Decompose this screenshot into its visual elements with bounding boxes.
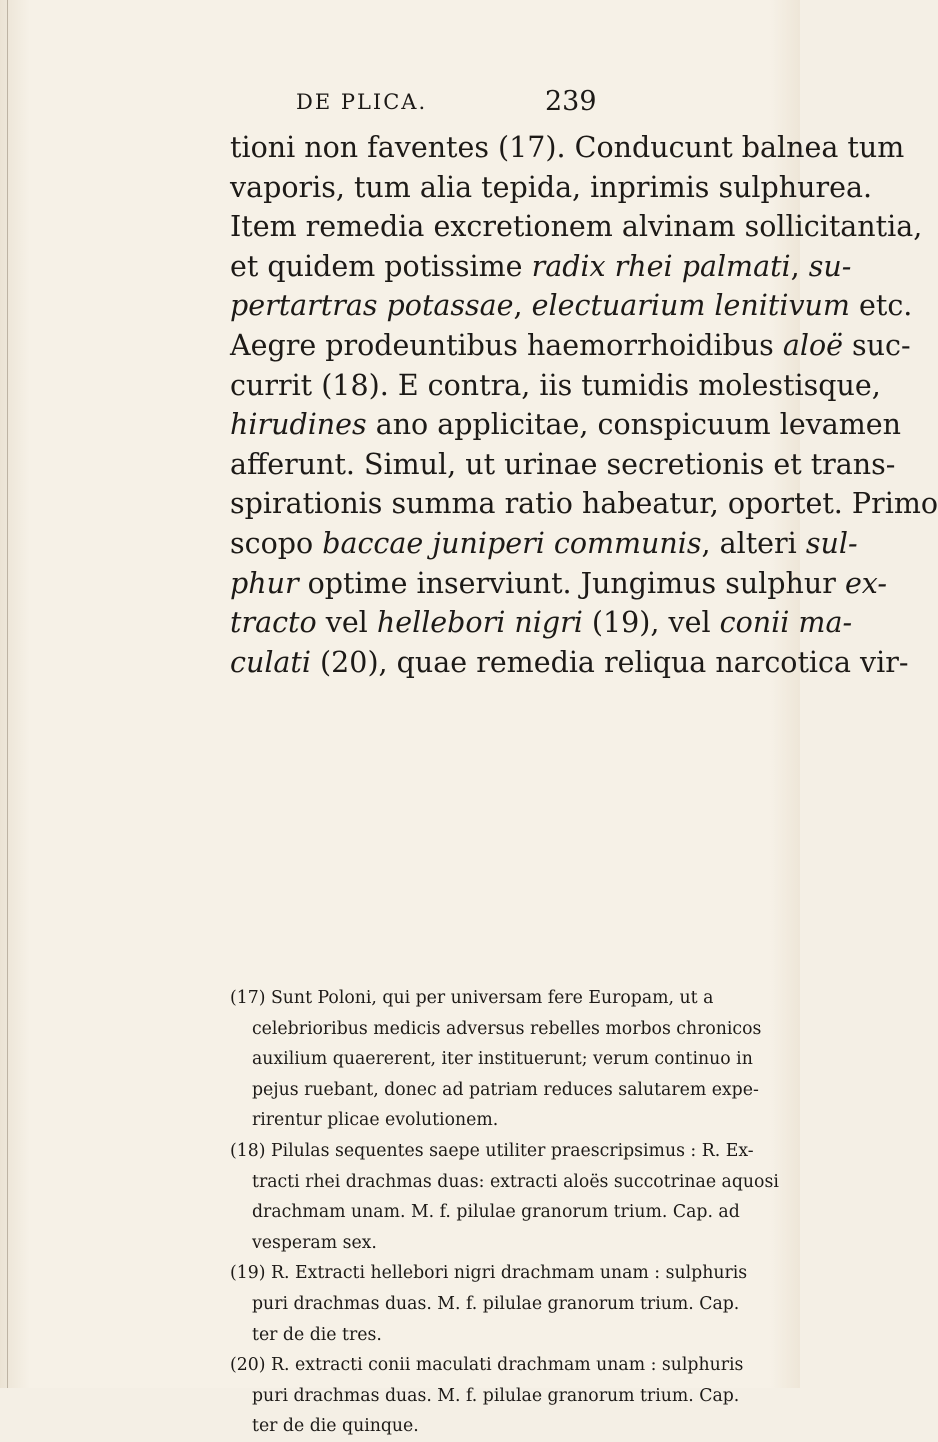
text-run: spirationis summa ratio habeatur, oportet. Primo [230,487,938,521]
main-text [230,128,938,682]
italic-term: radix rhei palmati [531,249,791,283]
footnote-line: ter de die quinque. [252,1416,419,1437]
body-line [230,128,905,168]
footnote-line: tracti rhei drachmas duas: extracti aloës succotrinae aquosi [252,1171,779,1192]
text-run: afferunt. Simul, ut urinae secretionis et trans- [230,447,896,481]
text-run: vel [316,606,377,640]
text-run: et quidem potissime [230,249,532,283]
text-run: scopo [230,526,323,560]
text-run: suc- [843,328,911,362]
body-line [230,484,938,524]
italic-term: culati [230,645,311,679]
italic-term: hellebori nigri [376,606,583,640]
footnote-line: puri drachmas duas. M. f. pilulae granorum trium. Cap. [252,1385,740,1406]
italic-term: hirudines [230,408,367,442]
text-run: (20), quae remedia reliqua narcotica vir- [311,645,909,679]
italic-term: baccae juniperi communis [322,526,702,560]
text-run: Aegre prodeuntibus haemorrhoidibus [230,328,783,362]
text-run: ano applicitae, conspicuum levamen [366,408,902,442]
page-header [0,86,800,126]
body-line [230,603,853,643]
italic-term: ex- [844,566,888,600]
italic-term: phur [230,566,299,600]
body-line [230,168,873,208]
italic-term: pertartras potassae [230,289,514,323]
page-edge-line [7,0,8,1388]
body-line [230,564,888,604]
body-line [230,643,909,683]
footnote-line: pejus ruebant, donec ad patriam reduces salutarem expe- [252,1079,759,1100]
text-run: optime inserviunt. Jungimus sulphur [298,566,845,600]
footnote-line: auxilium quaererent, iter instituerunt; verum continuo in [252,1049,753,1070]
footnote-line: celebrioribus medicis adversus rebelles morbos chronicos [252,1018,762,1039]
running-head: DE PLICA. [296,90,428,114]
italic-term: aloë [782,328,843,362]
text-run: etc. [849,289,913,323]
text-run: currit (18). E contra, iis tumidis molestisque, [230,368,881,402]
text-run: , alteri [701,526,806,560]
footnote-line: drachmam unam. M. f. pilulae granorum trium. Cap. ad [252,1202,740,1223]
footnote-line: ter de die tres. [252,1324,382,1345]
footnote [230,1350,775,1442]
text-run: , [513,289,532,323]
italic-term: su- [808,249,852,283]
footnote-line: rirentur plicae evolutionem. [252,1110,499,1131]
text-run: Item remedia excretionem alvinam sollicitantia, [230,210,923,244]
italic-term: electuarium lenitivum [531,289,850,323]
body-line [230,445,896,485]
footnote-line: (19) R. Extracti hellebori nigri drachmam unam : sulphuris [230,1263,748,1284]
text-run: tioni non faventes (17). Conducunt balnea tum [230,131,905,164]
italic-term: conii ma- [719,606,853,640]
footnote-line: puri drachmas duas. M. f. pilulae granorum trium. Cap. [252,1293,740,1314]
footnote-line: (17) Sunt Poloni, qui per universam fere Europam, ut a [230,988,714,1008]
footnote-line: vesperam sex. [252,1232,377,1253]
body-line [230,366,881,406]
footnotes [230,983,779,1442]
body-line [230,405,902,445]
text-run: (19), vel [582,606,720,640]
italic-term: tracto [230,606,317,640]
footnote [230,983,775,1136]
footnote [230,1258,775,1350]
footnote-line: (18) Pilulas sequentes saepe utiliter praescripsimus : R. Ex- [230,1140,754,1161]
page-number: 239 [545,86,597,117]
body-line [230,247,852,287]
body-line [230,286,913,326]
text-run: vaporis, tum alia tepida, inprimis sulphurea. [230,170,873,204]
italic-term: sul- [805,526,858,560]
body-line [230,207,923,247]
footnote-line: (20) R. extracti conii maculati drachmam unam : sulphuris [230,1355,744,1376]
body-line [230,326,911,366]
body-line [230,524,858,564]
text-run: , [790,249,809,283]
footnote [230,1136,779,1258]
